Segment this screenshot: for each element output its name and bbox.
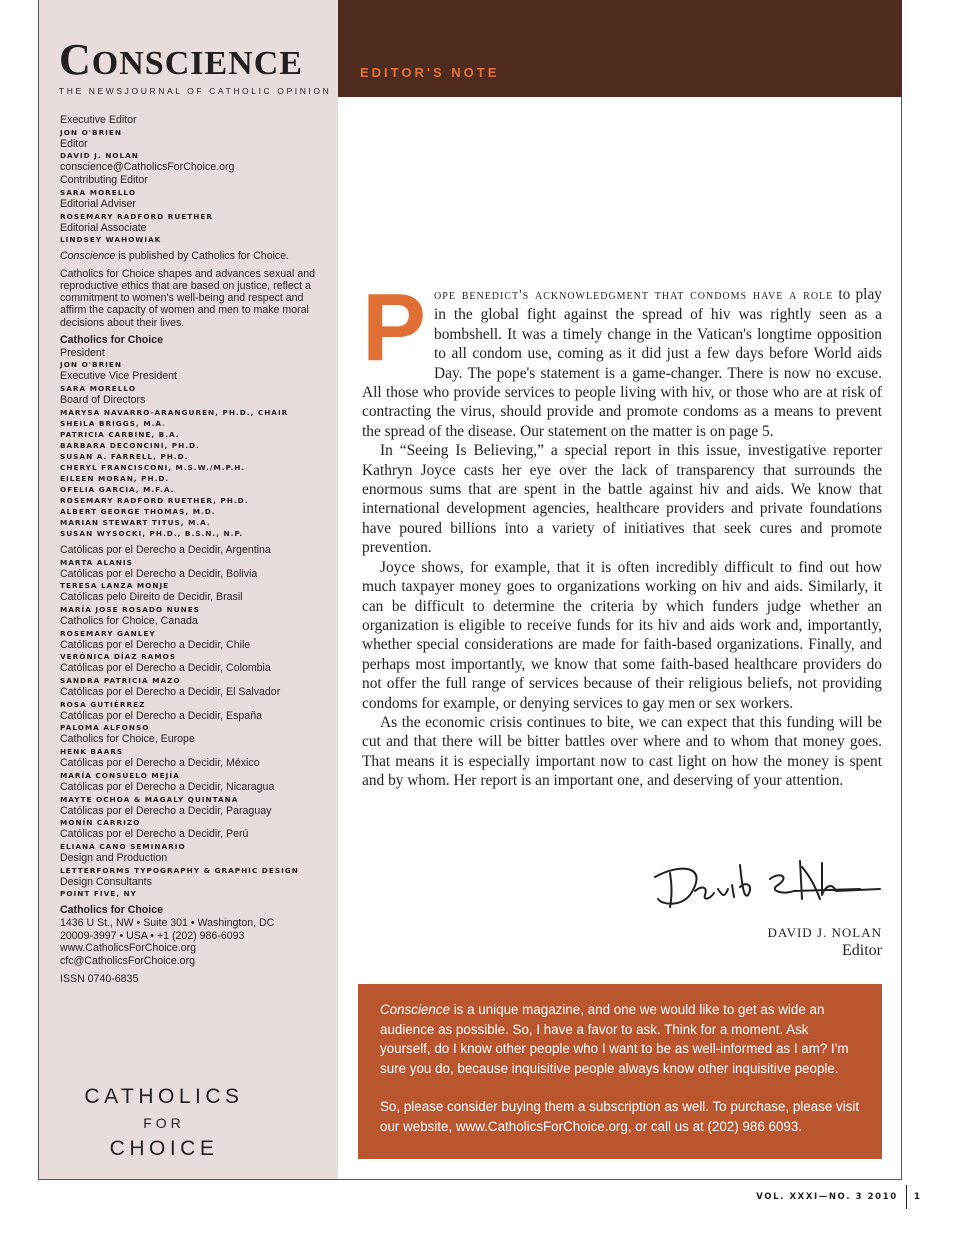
staff-email: conscience@CatholicsForChoice.org: [60, 161, 235, 174]
contact-heading: Catholics for Choice: [60, 904, 164, 917]
promo-p1-text: is a unique magazine, and one we would like to get as wide an audience as possible. So, I have a favor to ask. Think for a moment. Ask yourself, do I know other people who I want to be as well-informed as I am? I'm sure you do, because inquisitive people always know other inquisitive people.: [380, 1002, 849, 1076]
affiliate-name: ROSEMARY GANLEY: [60, 628, 156, 638]
officer-role: President: [60, 346, 105, 359]
staff-name: JON O'BRIEN: [60, 127, 122, 137]
article-paragraph-1: [362, 274, 882, 441]
affiliate-org: Católicas por el Derecho a Decidir, España: [60, 709, 262, 722]
affiliate-org: Católicas por el Derecho a Decidir, Nicaragua: [60, 780, 275, 793]
staff-role: Editor: [60, 137, 88, 150]
affiliate-org: Católicas pelo Direito de Decidir, Brasil: [60, 591, 243, 604]
affiliate-org: Católicas por el Derecho a Decidir, El Salvador: [60, 686, 281, 699]
affiliate-name: TERESA LANZA MONJE: [60, 581, 170, 591]
affiliate-org: Católicas por el Derecho a Decidir, México: [60, 757, 260, 770]
affiliate-name: VERÓNICA DÍAZ RAMOS: [60, 652, 177, 662]
publisher-magazine: Conscience: [60, 250, 116, 263]
board-member: SUSAN A. FARRELL, PH.D.: [60, 451, 189, 461]
cfc-logo-line3: CHOICE: [109, 1137, 219, 1160]
board-member: PATRICIA CARBINE, B.A.: [60, 429, 180, 439]
promo-magazine: Conscience: [380, 1002, 450, 1017]
article-paragraph-3: Joyce shows, for example, that it is often incredibly difficult to find out how much taxpayer money goes to organizations working on hiv and aids. Similarly, it can be difficult to determine the criteria by which funders judge whether an organization is eligible to receive funds for its hiv and aids work and, importantly, whether special considerations are made for faith-based organizations. Finally, and perhaps most importantly, we know that some faith-based healthcare providers do not offer the full range of services because of their religious beliefs, not providing condoms for example, or denying services to gay men or sex workers.: [362, 558, 882, 712]
affiliate-name: SANDRA PATRICIA MAZO: [60, 676, 181, 686]
staff-role: Editorial Adviser: [60, 197, 136, 210]
affiliate-name: MONÍN CARRIZO: [60, 818, 141, 828]
article-p1-text: to play in the global fight against the spread of hiv was rightly seen as a bombshell. It was a timely change in the Vatican's longtime opposition to all condom use, coming as it did just a few days before World aids Day. The pope's statement is a game-changer. There is now no excuse. All those who provide services to people living with hiv, or those who are at risk of contracting the virus, should provide and promote condoms as a means to prevent the spread of the disease. Our statement on the matter is on page 5.: [362, 286, 882, 440]
affiliate-org: Católicas por el Derecho a Decidir, Perú: [60, 828, 249, 841]
cfc-logo-line2: FOR: [143, 1115, 185, 1131]
affiliate-name: MARÍA CONSUELO MEJÍA: [60, 770, 180, 780]
signoff-title: Editor: [842, 942, 882, 959]
board-member: ROSEMARY RADFORD RUETHER, PH.D.: [60, 495, 249, 505]
staff-role: Editorial Associate: [60, 221, 147, 234]
contact-address-2: 20009-3997 • USA • +1 (202) 986-6093: [60, 929, 245, 942]
board-member: OFELIA GARCIA, M.F.A.: [60, 484, 175, 494]
affiliate-name: ROSA GUTIÉRREZ: [60, 699, 146, 709]
masthead-sidebar: [38, 0, 338, 1180]
officer-name: SARA MORELLO: [60, 384, 137, 394]
affiliate-name: POINT FIVE, NY: [60, 889, 137, 899]
staff-name: DAVID J. NOLAN: [60, 151, 139, 161]
affiliate-name: LETTERFORMS TYPOGRAPHY & GRAPHIC DESIGN: [60, 865, 299, 875]
mission-statement: Catholics for Choice shapes and advances sexual and reproductive ethics that are based on justice, reflect a commitment to women's well-being and respect and affirm the capacity of women and men to make moral decisions about their lives.: [60, 267, 315, 329]
staff-name: SARA MORELLO: [60, 187, 137, 197]
tagline: THE NEWSJOURNAL OF CATHOLIC OPINION: [59, 86, 332, 96]
staff-name: LINDSEY WAHOWIAK: [60, 235, 162, 245]
logo-rest: ONSCIENCE: [91, 45, 303, 82]
affiliate-org: Católicas por el Derecho a Decidir, Bolivia: [60, 567, 258, 580]
contact-web: www.CatholicsForChoice.org: [60, 942, 197, 955]
board-member: MARYSA NAVARRO-ARANGUREN, PH.D., CHAIR: [60, 407, 289, 417]
drop-cap: P: [362, 274, 427, 381]
issn: ISSN 0740-6835: [60, 972, 139, 985]
affiliate-name: MARÍA JOSE ROSADO NUNES: [60, 604, 201, 614]
article-paragraph-2: In “Seeing Is Believing,” a special report in this issue, investigative reporter Kathryn Joyce casts her eye over the lack of transparency that surrounds the enormous sums that are spent in the battle against hiv and aids. We know that international development agencies, healthcare providers and private foundations have poured billions into a variety of initiatives that seek cures and promote prevention.: [362, 442, 882, 557]
board-member: SUSAN WYSOCKI, PH.D., B.S.N., N.P.: [60, 528, 244, 538]
affiliate-name: MARTA ALANIS: [60, 557, 133, 567]
board-member: CHERYL FRANCISCONI, M.S.W./M.P.H.: [60, 462, 246, 472]
affiliate-name: ELIANA CANO SEMINARIO: [60, 841, 186, 851]
affiliate-org: Catholics for Choice, Canada: [60, 614, 198, 627]
editors-note-article: [362, 274, 882, 791]
affiliate-org: Católicas por el Derecho a Decidir, Paraguay: [60, 804, 272, 817]
affiliate-name: MAYTE OCHOA & MAGALY QUINTANA: [60, 794, 239, 804]
board-member: SHEILA BRIGGS, M.A.: [60, 418, 166, 428]
masthead: [59, 35, 332, 96]
magazine-logo: CONSCIENCE: [59, 35, 303, 84]
officer-role: Executive Vice President: [60, 370, 177, 383]
board-member: EILEEN MORAN, PH.D.: [60, 473, 170, 483]
page-footer: [756, 1182, 920, 1212]
officer-name: JON O'BRIEN: [60, 360, 122, 370]
staff-name: ROSEMARY RADFORD RUETHER: [60, 211, 213, 221]
promo-paragraph-2: So, please consider buying them a subscription as well. To purchase, please visit our website, www.CatholicsForChoice.org, or call us at (202) 986 6093.: [380, 1099, 860, 1134]
affiliate-org: Católicas por el Derecho a Decidir, Chile: [60, 638, 251, 651]
section-header: [338, 0, 902, 97]
promo-paragraph-1: [380, 1000, 860, 1078]
board-member: BARBARA DECONCINI, PH.D.: [60, 440, 200, 450]
affiliate-org: Design and Production: [60, 851, 168, 864]
affiliate-org: Católicas por el Derecho a Decidir, Argentina: [60, 543, 271, 556]
affiliate-org: Católicas por el Derecho a Decidir, Colombia: [60, 662, 271, 675]
staff-role: Executive Editor: [60, 114, 137, 126]
staff-list: [60, 114, 325, 986]
affiliate-org: Catholics for Choice, Europe: [60, 733, 195, 746]
section-label: EDITOR'S NOTE: [360, 65, 500, 80]
page-number: 1: [913, 1192, 920, 1202]
board-member: MARIAN STEWART TITUS, M.A.: [60, 517, 211, 527]
contact-address-1: 1436 U St., NW • Suite 301 • Washington, DC: [60, 917, 275, 930]
signoff-name: DAVID J. NOLAN: [767, 925, 882, 940]
subscription-promo: [358, 984, 882, 1159]
affiliate-org: Design Consultants: [60, 875, 152, 888]
volume-info: VOL. XXXI—NO. 3 2010: [756, 1185, 906, 1209]
publisher-statement: [60, 250, 325, 262]
affiliate-name: HENK BAARS: [60, 747, 124, 757]
publisher-text: is published by Catholics for Choice.: [115, 250, 290, 263]
affiliate-name: PALOMA ALFONSO: [60, 723, 150, 733]
article-lead: ope benedict's acknowledgment that condoms have a role: [434, 288, 834, 303]
cfc-logo: [69, 1085, 259, 1161]
editor-signature: [650, 855, 885, 915]
cfc-logo-line1: CATHOLICS: [84, 1085, 244, 1108]
board-label: Board of Directors: [60, 394, 146, 407]
staff-role: Contributing Editor: [60, 174, 148, 187]
article-paragraph-4: As the economic crisis continues to bite, we can expect that this funding will be cut and that there will be bitter battles over where and to whom that money goes. That means it is especially important now to cast light on how the money is spent and by whom. Her report is an important one, and deserving of your attention.: [362, 713, 882, 790]
contact-email: cfc@CatholicsForChoice.org: [60, 955, 195, 968]
org-heading: Catholics for Choice: [60, 334, 164, 346]
board-member: ALBERT GEORGE THOMAS, M.D.: [60, 506, 216, 516]
